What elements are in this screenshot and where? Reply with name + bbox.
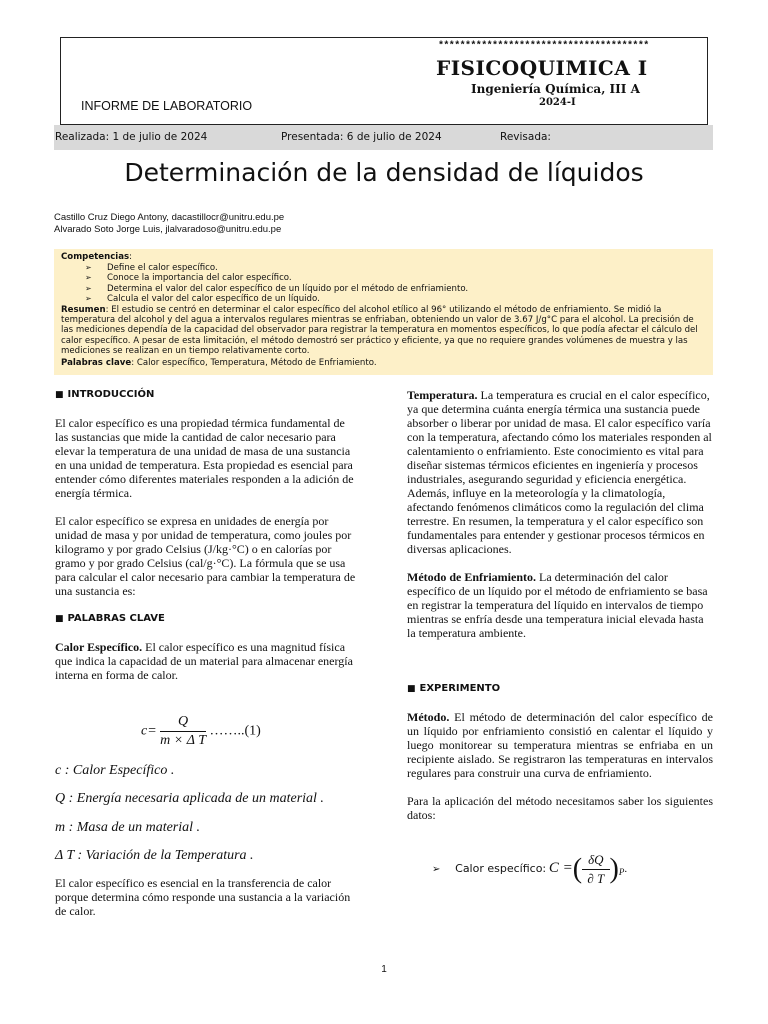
authors-block [54, 212, 284, 236]
left-column [55, 388, 359, 682]
square-bullet-icon: ■ [407, 684, 416, 694]
method-text: La determinación del calor específico de un líquido por el método de enfriamiento se basa en registrar la temperatura del líquido en intervalos de tiempo mientras se enfría desde una temperatura inicial elevada hasta la temperatura ambiente. [407, 570, 708, 640]
square-bullet-icon: ■ [55, 390, 64, 400]
list-item: ➢ Determina el valor del calor específico de un líquido por el método de enfriamiento. [61, 284, 706, 294]
kw-calor-paragraph [55, 640, 359, 682]
def-m: m : Masa de un material . [55, 820, 201, 835]
keywords-paragraph [61, 358, 706, 368]
formula-1 [141, 714, 261, 749]
spec-formula-subscript: P [618, 867, 625, 878]
keywords-heading: ■ PALABRAS CLAVE [55, 613, 165, 624]
experiment-paragraph [407, 710, 713, 780]
square-bullet-icon: ■ [55, 614, 64, 624]
competencias-list [61, 263, 706, 304]
spec-formula-denominator: ∂ T [587, 871, 605, 886]
list-item: ➢ Define el calor específico. [61, 263, 706, 273]
resumen-text: : El estudio se centró en determinar el calor específico del alcohol etílico al 96° utilizando el método de enfriamiento. Se midió la temperatura del alcohol y del agua a intervalos regulares mientras se enfriaban, obteniendo un valor de 3.67 J/g°C para el alcohol. La precisión de las mediciones dependía de la capacidad del observador para registrar la temperatura en momentos específicos, lo que podía afectar el cálculo del calor específico. A pesar de esta limitación, el método demostró ser práctico y eficiente, ya que no requiere grandes volúmenes de muestra y las mediciones se realizan en un tiempo relativamente corto. [61, 305, 698, 356]
temp-text: La temperatura es crucial en el calor específico, ya que determina cuánta energía térmica una sustancia puede absorber o liberar por unidad de masa. El calor específico varía con la temperatura, afectando cómo los materiales responden al calentamiento o enfriamiento. Este conocimiento es vital para diseñar sistemas térmicos eficientes en ingeniería y procesos industriales, asegurando seguridad y eficiencia energética. Además, influye en la meteorología y la climatología, afectando fenómenos climáticos como la regulación del clima terrestre. En resumen, la temperatura y el calor específico son fundamentales para entender y gestionar procesos térmicos en diversas aplicaciones. [407, 388, 712, 556]
method-paragraph [407, 570, 713, 640]
report-type-label: INFORME DE LABORATORIO [81, 99, 253, 113]
date-realizada: Realizada: 1 de julio de 2024 [55, 131, 208, 143]
formula-denominator: m × Δ T [160, 733, 206, 748]
date-presentada: Presentada: 6 de julio de 2024 [281, 131, 442, 143]
abstract-box: Competencias: ➢ Define el calor específico. ➢ Conoce la importancia del calor específico. ➢ Determina el valor del calor específico de un líquido por el método de enfriamiento. ➢ Calcula el valor del calor específico de un líquido. Resumen: El estudio se centró en determinar el calor específico del alcohol etílico al 96° utilizando el método de enfriamiento. Se midió la temperatura del alcohol y del agua a intervalos regulares mientras se enfriaban, obteniendo un valor de 3.67 J/g°C para el alcohol. La precisión de las mediciones dependía de la capacidad del observador para registrar la temperatura en momentos específicos, lo que podía afectar el cálculo del calor específico. A pesar de esta limitación, el método demostró ser práctico y eficiente, ya que no requiere grandes volúmenes de muestra y las mediciones se realizan en un tiempo relativamente corto. Palabras clave: Calor específico, Temperatura, Método de Enfriamiento. [54, 249, 713, 375]
author-2: Alvarado Soto Jorge Luis, jlalvaradoso@unitru.edu.pe [54, 224, 282, 235]
def-q: Q : Energía necesaria aplicada de un material . [55, 791, 324, 806]
date-revisada: Revisada: [500, 131, 551, 143]
list-item: ➢ Conoce la importancia del calor específico. [61, 273, 706, 283]
resumen-paragraph [61, 305, 706, 356]
header-box [60, 37, 708, 125]
keywords-label: Palabras clave [61, 358, 132, 369]
page-number: 1 [381, 964, 387, 975]
dates-bar [54, 125, 713, 150]
kw-calor-text: El calor específico es una magnitud física que indica la capacidad de un material para almacenar energía interna en forma de calor. [55, 640, 353, 682]
experiment-term: Método. [407, 710, 450, 724]
arrow-bullet-icon: ➢ [432, 864, 441, 876]
method-term: Método de Enfriamiento. [407, 570, 536, 584]
course-title: FISICOQUIMICA I [436, 56, 648, 80]
list-item: ➢ Calcula el valor del calor específico de un líquido. [61, 294, 706, 304]
formula-lhs: c= [141, 723, 157, 739]
temp-term: Temperatura. [407, 388, 478, 402]
spec-heat-item: ➢ Calor específico: C =( $\frac{\delta Q}{\partial T}$ )$_P$. [432, 852, 628, 886]
formula-fraction [160, 714, 206, 749]
term-label: 2024-I [539, 97, 576, 108]
competencias-label: Competencias [61, 252, 130, 262]
temp-paragraph [407, 388, 713, 556]
spec-formula-lhs: C = [548, 860, 573, 877]
formula-tail: ……..(1) [209, 723, 261, 739]
experiment-paragraph-2: Para la aplicación del método necesitamos saber los siguientes datos: [407, 794, 713, 822]
experiment-heading: ■ EXPERIMENTO [407, 683, 501, 694]
spec-heat-label: Calor específico: [455, 862, 547, 876]
kw-calor-term: Calor Específico. [55, 640, 143, 654]
right-column [407, 388, 713, 822]
author-1: Castillo Cruz Diego Antony, dacastillocr@unitru.edu.pe [54, 212, 285, 223]
resumen-label: Resumen [61, 305, 106, 316]
spec-formula-fraction [582, 852, 609, 887]
keywords-text: : Calor específico, Temperatura, Método de Enfriamiento. [131, 358, 377, 369]
header-stars: *************************************** [438, 41, 649, 52]
intro-heading: ■ INTRODUCCIÓN [55, 389, 155, 400]
spec-formula-numerator: δQ [582, 852, 609, 870]
page-title: Determinación de la densidad de líquidos [124, 158, 644, 187]
program-label: Ingeniería Química, III A [471, 82, 640, 96]
closing-paragraph: El calor específico es esencial en la transferencia de calor porque determina cómo responde una sustancia a la variación de calor. [55, 876, 351, 918]
experiment-text: El método de determinación del calor específico de un líquido por enfriamiento consistió en calentar el líquido y luego monitorear su temperatura mientras se enfriaba en un recipiente aislado. Se registraron las temperaturas en intervalos regulares para construir una curva de enfriamiento. [407, 710, 713, 780]
intro-paragraph-1: El calor específico es una propiedad térmica fundamental de las sustancias que mide la cantidad de calor necesario para elevar la temperatura de una unidad de masa de una sustancia en una unidad de temperatura. Esta propiedad es esencial para entender cómo diferentes materiales responden a la adición de energía térmica. [55, 416, 354, 500]
formula-numerator: Q [160, 714, 206, 732]
def-c: c : Calor Específico . [55, 763, 175, 778]
def-delta-t: Δ T : Variación de la Temperatura . [55, 848, 254, 863]
intro-paragraph-2: El calor específico se expresa en unidades de energía por unidad de masa y por unidad de temperatura, como joules por kilogramo y por grado Celsius (J/kg·°C) o en calorías por gramo y por grado Celsius (cal/g·°C). La fórmula que se usa para calcular el calor necesario para cambiar la temperatura de una sustancia es: [55, 514, 356, 598]
